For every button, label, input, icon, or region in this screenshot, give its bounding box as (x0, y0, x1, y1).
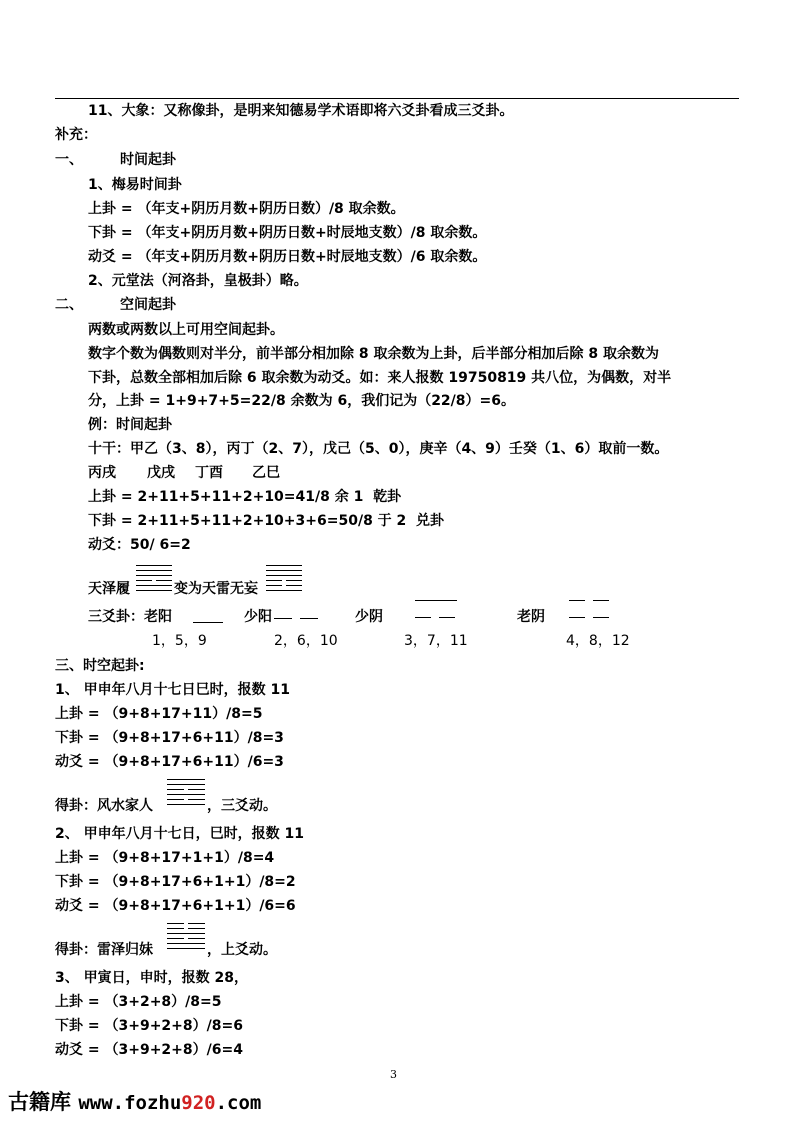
text-line: 分，上卦 = 1+9+7+5=22/8 余数为 6，我们记为（22/8）=6。 (88, 393, 515, 409)
hexagram-result: 得卦：雷泽归妹 (55, 942, 153, 958)
hexagram-result-note: ，上爻动。 (207, 942, 277, 958)
ganzhi-year: 丙戌 (88, 465, 116, 481)
formula-line: 上卦 = （3+2+8）/8=5 (55, 994, 222, 1010)
text-line: 3、 甲寅日，申时，报数 28， (55, 970, 248, 986)
yao-numbers: 4，8，12 (566, 633, 630, 649)
text-line: 1、 甲申年八月十七日巳时，报数 11 (55, 682, 290, 698)
yao-numbers: 3，7，11 (404, 633, 468, 649)
yao-numbers: 2，6，10 (274, 633, 338, 649)
yao-label-shaoyang: 少阳 (244, 609, 272, 625)
ganzhi-day: 丁酉 (195, 465, 223, 481)
watermark-site-prefix: www.fozhu (78, 1092, 182, 1114)
text-line: 数字个数为偶数则对半分，前半部分相加除 8 取余数为上卦，后半部分相加后除 8 取余数为 (88, 346, 659, 362)
formula-line: 下卦 = （年支+阴历月数+阴历日数+时辰地支数）/8 取余数。 (88, 225, 487, 241)
section-heading: 时间起卦 (120, 152, 176, 168)
hexagram-change: 变为天雷无妄 (174, 581, 258, 597)
formula-line: 下卦 = 2+11+5+11+2+10+3+6=50/8 于 2 兑卦 (88, 513, 445, 529)
ganzhi-hour: 乙巳 (252, 465, 280, 481)
section-label: 补充： (55, 127, 97, 143)
shaoyin-line-icon (413, 600, 459, 622)
page-number: 3 (390, 1068, 397, 1081)
watermark-site-suffix: .com (215, 1092, 262, 1114)
yao-label-shaoyin: 少阴 (355, 609, 383, 625)
formula-line: 动爻 = （3+9+2+8）/6=4 (55, 1042, 243, 1058)
header-rule (55, 98, 739, 99)
hexagram-jiaren-icon (165, 779, 207, 809)
text-line: 下卦，总数全部相加后除 6 取余数为动爻。如：来人报数 19750819 共八位，为偶数，对半 (88, 370, 672, 386)
watermark-site (78, 1092, 261, 1114)
yao-label-laoyang: 三爻卦：老阳 (88, 609, 172, 625)
text-line: 2、元堂法（河洛卦，皇极卦）略。 (88, 273, 308, 289)
text-line: 两数或两数以上可用空间起卦。 (88, 322, 284, 338)
text-line: 2、 甲申年八月十七日，巳时，报数 11 (55, 826, 304, 842)
hexagram-guimei-icon (165, 923, 207, 953)
laoyin-line-icon (567, 600, 613, 622)
watermark-brand: 古籍库 (8, 1090, 71, 1114)
section-number: 二、 (55, 297, 83, 313)
hexagram-lu-icon (134, 565, 174, 595)
formula-line: 下卦 = （9+8+17+6+11）/8=3 (55, 730, 284, 746)
formula-line: 动爻：50/ 6=2 (88, 537, 191, 553)
formula-line: 下卦 = （9+8+17+6+1+1）/8=2 (55, 874, 296, 890)
laoyang-line-icon (193, 622, 225, 626)
section-heading: 空间起卦 (120, 297, 176, 313)
hexagram-wuwang-icon (264, 565, 304, 595)
text-line: 11、大象：又称像卦，是明来知德易学术语即将六爻卦看成三爻卦。 (88, 103, 514, 119)
formula-line: 动爻 = （9+8+17+6+11）/6=3 (55, 754, 284, 770)
watermark (8, 1086, 261, 1116)
formula-line: 动爻 = （9+8+17+6+1+1）/6=6 (55, 898, 296, 914)
text-line: 1、梅易时间卦 (88, 177, 182, 193)
hexagram-name: 天泽履 (88, 581, 130, 597)
formula-line: 上卦 = 2+11+5+11+2+10=41/8 余 1 乾卦 (88, 489, 402, 505)
formula-line: 动爻 = （年支+阴历月数+阴历日数+时辰地支数）/6 取余数。 (88, 249, 487, 265)
section-heading: 三、时空起卦: (55, 658, 145, 674)
hexagram-result: 得卦：风水家人 (55, 798, 153, 814)
formula-line: 上卦 = （9+8+17+1+1）/8=4 (55, 850, 275, 866)
yao-label-laoyin: 老阴 (517, 609, 545, 625)
yao-numbers: 1，5，9 (152, 633, 207, 649)
watermark-site-number: 920 (181, 1092, 216, 1114)
formula-line: 上卦 = （9+8+17+11）/8=5 (55, 706, 263, 722)
shaoyang-line-icon (274, 618, 322, 622)
formula-line: 下卦 = （3+9+2+8）/8=6 (55, 1018, 243, 1034)
ganzhi-month: 戊戌 (147, 465, 175, 481)
hexagram-result-note: ，三爻动。 (207, 798, 277, 814)
formula-line: 上卦 = （年支+阴历月数+阴历日数）/8 取余数。 (88, 201, 405, 217)
text-line: 例：时间起卦 (88, 417, 172, 433)
section-number: 一、 (55, 152, 83, 168)
text-line: 十干：甲乙（3、8），丙丁（2、7），戊己（5、0），庚辛（4、9）壬癸（1、6）取前一数。 (88, 441, 669, 457)
